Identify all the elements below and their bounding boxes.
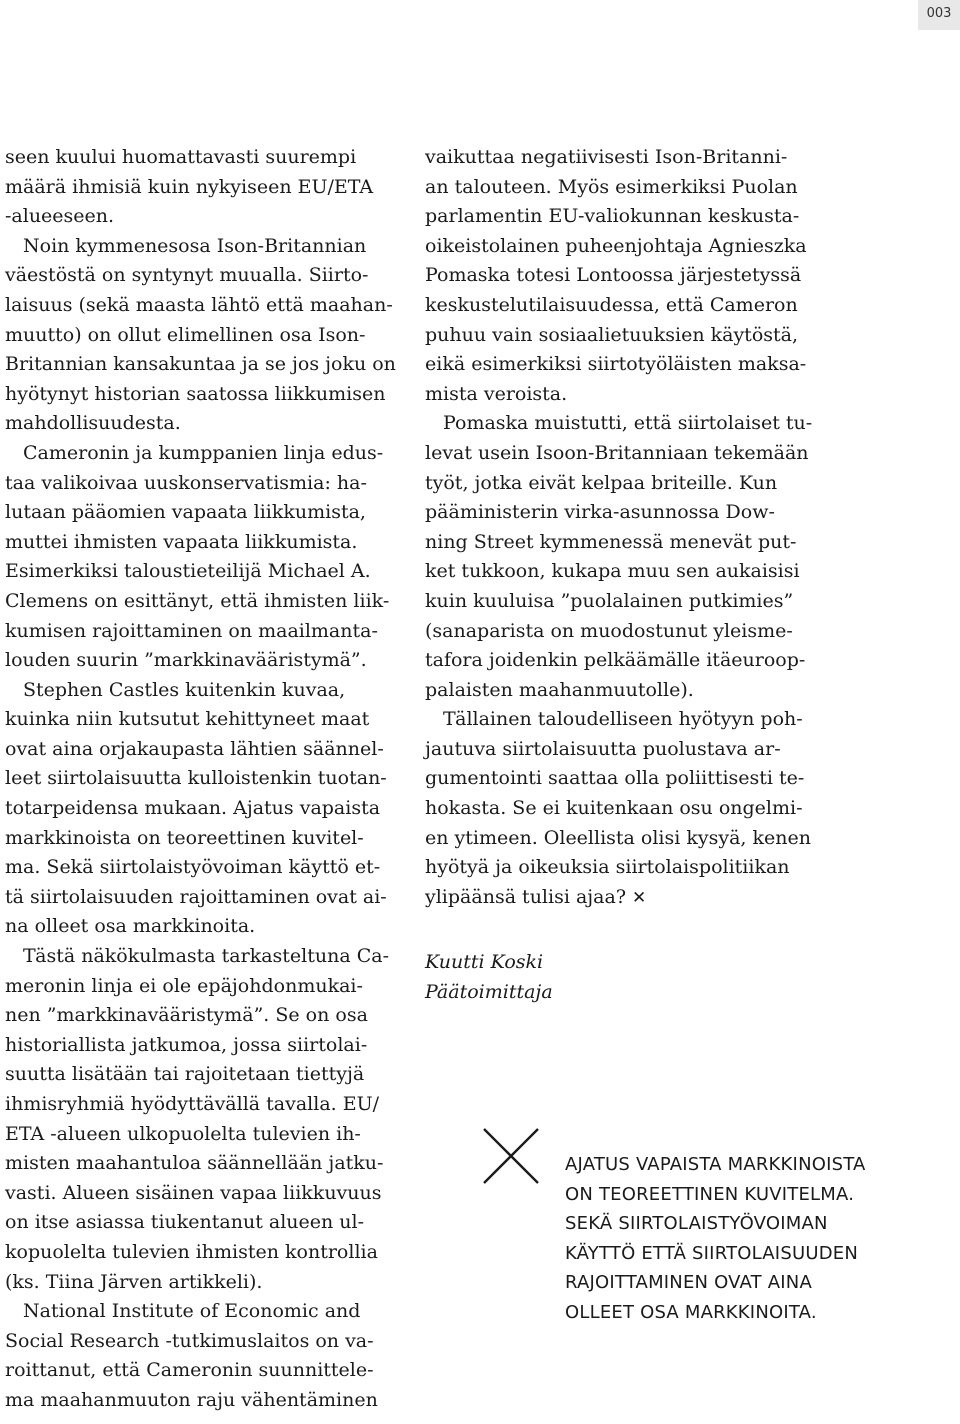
right-column (425, 143, 821, 913)
left-paragraph-3: Cameronin ja kumppanien linja edus- taa valikoivaa uuskonservatismia: ha- lutaan pääomien vapaata liikkumista, muttei ihmisten vapaata liikkumista. Esimerkiksi taloustieteilijä Michael A. Clemens on esittänyt, että ihmisten liik- kumisen rajoittaminen on maailmanta- louden suurin ”markkinavääristymä”. (5, 441, 390, 672)
pull-quote-line-2: ON TEOREETTINEN KUVITELMA. (565, 1183, 855, 1205)
author-title: Päätoimittaja (425, 980, 553, 1003)
page-number: 003 (918, 0, 960, 30)
author-signature (425, 948, 553, 1007)
left-paragraph-6: National Institute of Economic and Social Research -tutkimuslaitos on va- roittanut, että Cameronin suunnittele- ma maahanmuuton raju vähentäminen (5, 1300, 378, 1411)
right-paragraph-1: vaikuttaa negatiivisesti Ison-Britanni- an talouteen. Myös esimerkiksi Puolan parlamentin EU-valiokunnan keskusta- oikeistolainen puheenjohtaja Agnieszka Pomaska totesi Lontoossa järjestetyssä keskustelutilaisuudessa, että Cameron puhuu vain sosiaalietuuksien käytöstä, eikä esimerkiksi siirtotyöläisten maksa- mista veroista. (425, 146, 807, 405)
pull-quote-line-3: SEKÄ SIIRTOLAISTYÖVOIMAN (565, 1213, 828, 1234)
pull-quote-line-6: OLLEET OSA MARKKINOITA. (565, 1301, 817, 1323)
author-name: Kuutti Koski (425, 951, 544, 973)
left-paragraph-4: Stephen Castles kuitenkin kuvaa, kuinka niin kutsutut kehittyneet maat ovat aina orjakaupasta lähtien säännel- leet siirtolaisuutta kulloistenkin tuotan- totarpeidensa mukaan. Ajatus vapaista markkinoista on teoreettinen kuvitel- ma. Sekä siirtolaistyövoiman käyttö et- tä siirtolaisuuden rajoittaminen ovat ai- na olleet osa markkinoita. (5, 678, 387, 938)
left-paragraph-2: Noin kymmenesosa Ison-Britannian väestöstä on syntynyt muualla. Siirto- laisuus (sekä maasta lähtö että maahan- muutto) on ollut elimellinen osa Ison- Britannian kansakuntaa ja se jos joku on hyötynyt historian saatossa liikkumisen mahdollisuudesta. (5, 234, 396, 435)
right-paragraph-2: Pomaska muistutti, että siirtolaiset tu- levat usein Isoon-Britanniaan tekemään työt, jotka eivät kelpaa briteille. Kun pääministerin virka-asunnossa Dow- ning Street kymmenessä menevät put- ket tukkoon, kukapa muu sen aukaisisi kuin kuuluisa ”puolalainen putkimies” (sanaparista on muodostunut yleisme- tafora joidenkin pelkäämälle itäeuroop- palaisten maahanmuutolle). (425, 412, 813, 701)
left-paragraph-1: seen kuului huomattavasti suurempi määrä ihmisiä kuin nykyiseen EU/ETA -alueeseen. (5, 146, 374, 228)
left-column (5, 143, 397, 1416)
end-mark-icon: ✕ (632, 887, 647, 908)
pull-quote-line-5: RAJOITTAMINEN OVAT AINA (565, 1272, 812, 1293)
right-paragraph-3-text: Tällainen taloudelliseen hyötyyn poh- jautuva siirtolaisuutta puolustava ar- gumentointi saattaa olla poliittisesti te- hokasta. Se ei kuitenkaan osu ongelmi- en ytimeen. Oleellista olisi kysyä, kenen hyötyä ja oikeuksia siirtolaispolitiikan ylipäänsä tulisi ajaa? (425, 708, 811, 908)
x-mark-icon (482, 1127, 540, 1185)
left-paragraph-5: Tästä näkökulmasta tarkasteltuna Ca- meronin linja ei ole epäjohdonmukai- nen ”markkinavääristymä”. Se on osa historiallista jatkumoa, jossa siirtolai- suutta lisätään tai rajoitetaan tiettyjä ihmisryhmiä hyödyttävällä tavalla. EU/ ETA -alueen ulkopuolelta tulevien ih- misten maahantuloa säännellään jatku- vasti. Alueen sisäinen vapaa liikkuvuus on itse asiassa tiukentanut alueen ul- kopuolelta tulevien ihmisten kontrollia (ks. Tiina Järven artikkeli). (5, 945, 390, 1293)
pull-quote (565, 1150, 925, 1327)
right-paragraph-3 (425, 705, 821, 913)
pull-quote-line-4: KÄYTTÖ ETTÄ SIIRTOLAISUUDEN (565, 1242, 858, 1264)
pull-quote-line-1: AJATUS VAPAISTA MARKKINOISTA (565, 1154, 866, 1175)
